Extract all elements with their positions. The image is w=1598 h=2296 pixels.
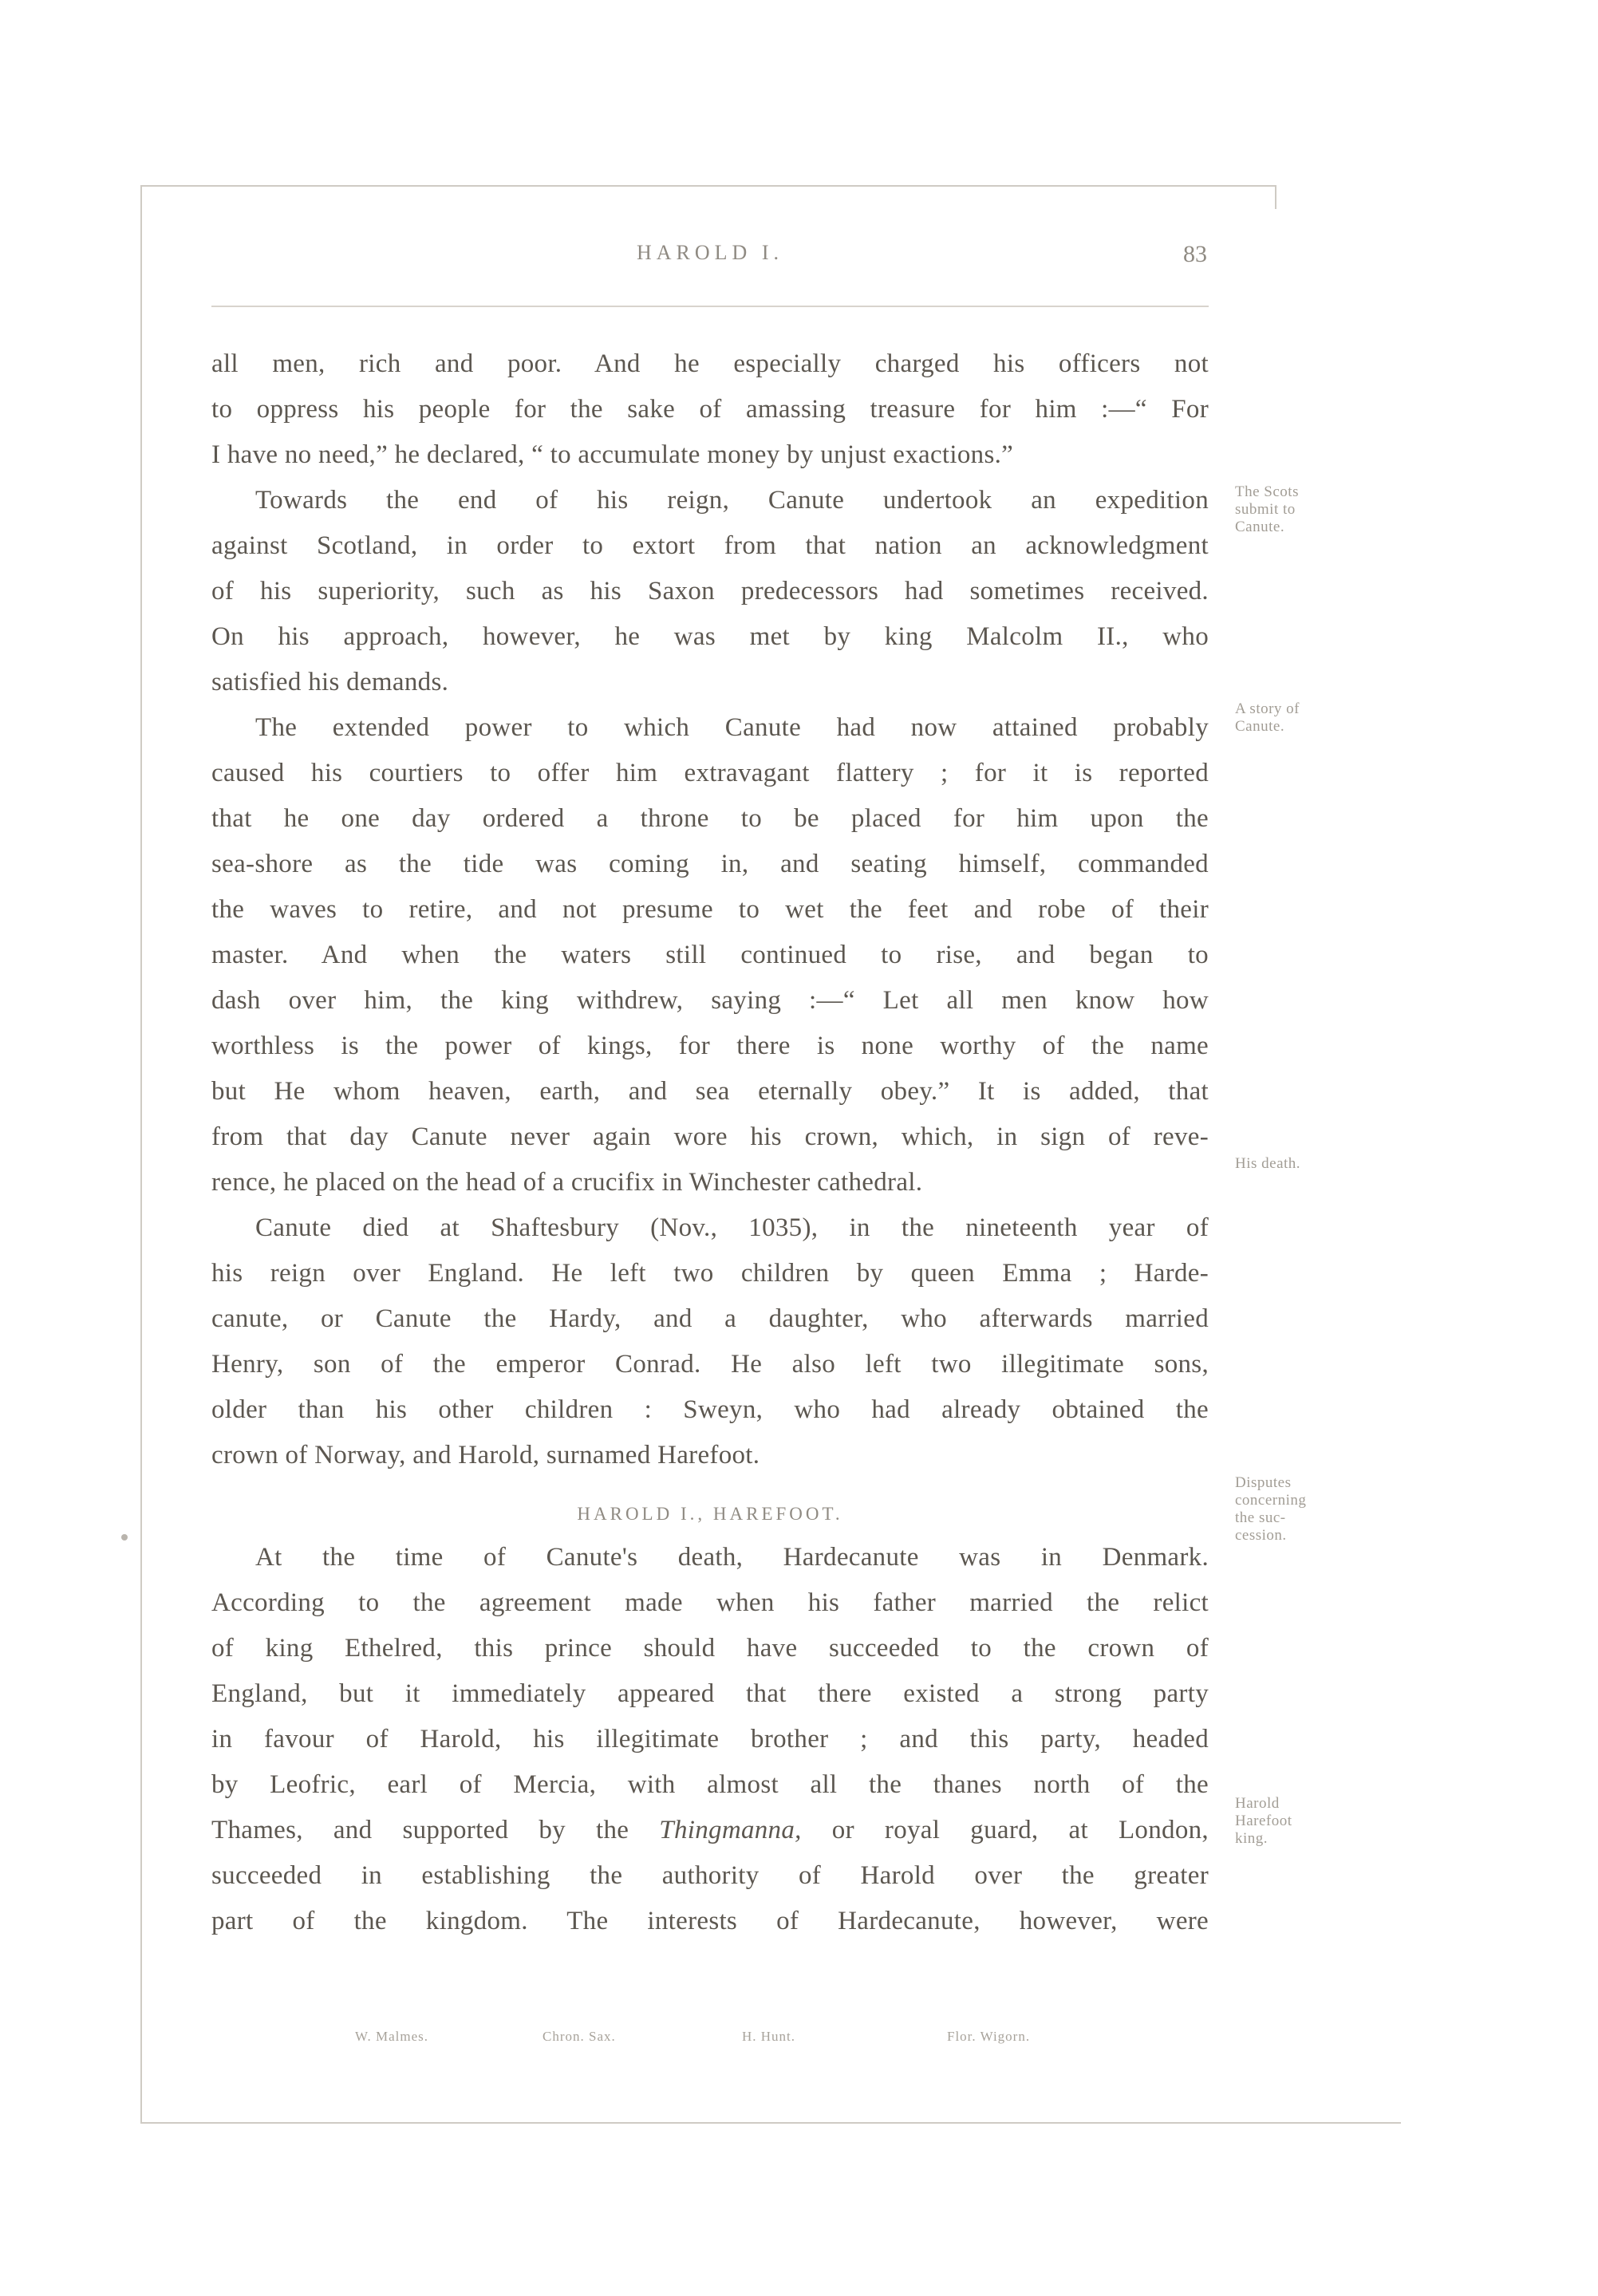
text-line: but He whom heaven, earth, and sea eternally obey.” It is added, that [211, 1077, 1209, 1106]
text-line: The extended power to which Canute had now attained probably [255, 713, 1209, 742]
text-line: worthless is the power of kings, for there is none worthy of the name [211, 1032, 1209, 1060]
citation-flor-wigorn: Flor. Wigorn. [947, 2029, 1031, 2044]
text-line: satisfied his demands. [211, 668, 449, 696]
text-line: his reign over England. He left two children by queen Emma ; Harde- [211, 1259, 1209, 1288]
text-line: succeeded in establishing the authority of Harold over the greater [211, 1861, 1209, 1890]
sidenote-scots-submit [1235, 483, 1411, 536]
text-line: all men, rich and poor. And he especially charged his officers not [211, 349, 1209, 378]
citation-h-hunt: H. Hunt. [742, 2029, 796, 2044]
text-line: master. And when the waters still continued to rise, and began to [211, 941, 1209, 969]
text-line: caused his courtiers to offer him extravagant flattery ; for it is reported [211, 759, 1209, 787]
text-line: in favour of Harold, his illegitimate brother ; and this party, headed [211, 1725, 1209, 1754]
sidenote-line: submit to [1235, 501, 1296, 518]
text-line: of his superiority, such as his Saxon predecessors had sometimes received. [211, 577, 1209, 606]
sidenote-harold-king [1235, 1795, 1411, 1848]
text-line: canute, or Canute the Hardy, and a daughter, who afterwards married [211, 1304, 1209, 1333]
sidenote-line: the suc- [1235, 1509, 1286, 1526]
page-border-top [140, 185, 1276, 187]
sidenote-line: A story of [1235, 700, 1300, 717]
section-heading: HAROLD I., HAREFOOT. [577, 1504, 843, 1524]
text-line: Canute died at Shaftesbury (Nov., 1035), in the nineteenth year of [255, 1213, 1209, 1242]
source-citations [211, 2029, 1209, 2053]
sidenote-line: Canute. [1235, 519, 1285, 535]
text-line: rence, he placed on the head of a crucifix in Winchester cathedral. [211, 1168, 923, 1197]
sidenote-line: Harold [1235, 1795, 1280, 1812]
italic-term: Thingmanna, [659, 1816, 802, 1844]
citation-chron-sax: Chron. Sax. [543, 2029, 616, 2044]
page-border-right [1275, 185, 1276, 209]
text-line: I have no need,” he declared, “ to accumulate money by unjust exactions.” [211, 440, 1014, 469]
text-line: from that day Canute never again wore his crown, which, in sign of reve- [211, 1122, 1209, 1151]
margin-speck [121, 1534, 128, 1541]
page-number: 83 [1183, 241, 1207, 267]
text-line: According to the agreement made when his father married the relict [211, 1588, 1209, 1617]
running-head [211, 241, 1209, 281]
sidenote-line: Harefoot [1235, 1813, 1292, 1829]
sidenote-disputes-succession [1235, 1474, 1411, 1544]
sidenote-line: Disputes [1235, 1474, 1292, 1491]
page-border-bottom [140, 2122, 1401, 2124]
sidenote-line: concerning [1235, 1492, 1307, 1509]
running-title: HAROLD I. [637, 241, 783, 264]
sidenote-line: The Scots [1235, 483, 1299, 500]
text-segment: Thames, and supported by the [211, 1816, 629, 1844]
text-line: by Leofric, earl of Mercia, with almost all the thanes north of the [211, 1770, 1209, 1799]
text-line: sea-shore as the tide was coming in, and seating himself, commanded [211, 850, 1209, 878]
text-line: that he one day ordered a throne to be placed for him upon the [211, 804, 1209, 833]
sidenote-his-death [1235, 1155, 1411, 1173]
text-line: crown of Norway, and Harold, surnamed Harefoot. [211, 1441, 760, 1470]
text-line: part of the kingdom. The interests of Hardecanute, however, were [211, 1907, 1209, 1935]
text-line: against Scotland, in order to extort from that nation an acknowledgment [211, 531, 1209, 560]
text-line: dash over him, the king withdrew, saying :—“ Let all men know how [211, 986, 1209, 1015]
text-line: Henry, son of the emperor Conrad. He also left two illegitimate sons, [211, 1350, 1209, 1379]
text-line: At the time of Canute's death, Hardecanute was in Denmark. [255, 1543, 1209, 1572]
text-line: England, but it immediately appeared that there existed a strong party [211, 1679, 1209, 1708]
text-line: older than his other children : Sweyn, who had already obtained the [211, 1395, 1209, 1424]
page-border-left [140, 185, 142, 2124]
sidenote-story-of-canute [1235, 700, 1411, 736]
text-line: the waves to retire, and not presume to wet the feet and robe of their [211, 895, 1209, 924]
text-segment: or royal guard, at London, [831, 1816, 1209, 1844]
header-rule [211, 306, 1209, 307]
text-line: On his approach, however, he was met by king Malcolm II., who [211, 622, 1209, 651]
sidenote-line: His death. [1235, 1155, 1301, 1172]
text-line: Towards the end of his reign, Canute undertook an expedition [255, 486, 1209, 515]
sidenote-line: cession. [1235, 1527, 1287, 1544]
text-line: of king Ethelred, this prince should have succeeded to the crown of [211, 1634, 1209, 1663]
sidenote-line: Canute. [1235, 718, 1285, 735]
sidenote-line: king. [1235, 1830, 1269, 1847]
text-line: to oppress his people for the sake of amassing treasure for him :—“ For [211, 395, 1209, 424]
text-line [211, 1808, 1209, 1852]
citation-w-malmes: W. Malmes. [355, 2029, 429, 2044]
